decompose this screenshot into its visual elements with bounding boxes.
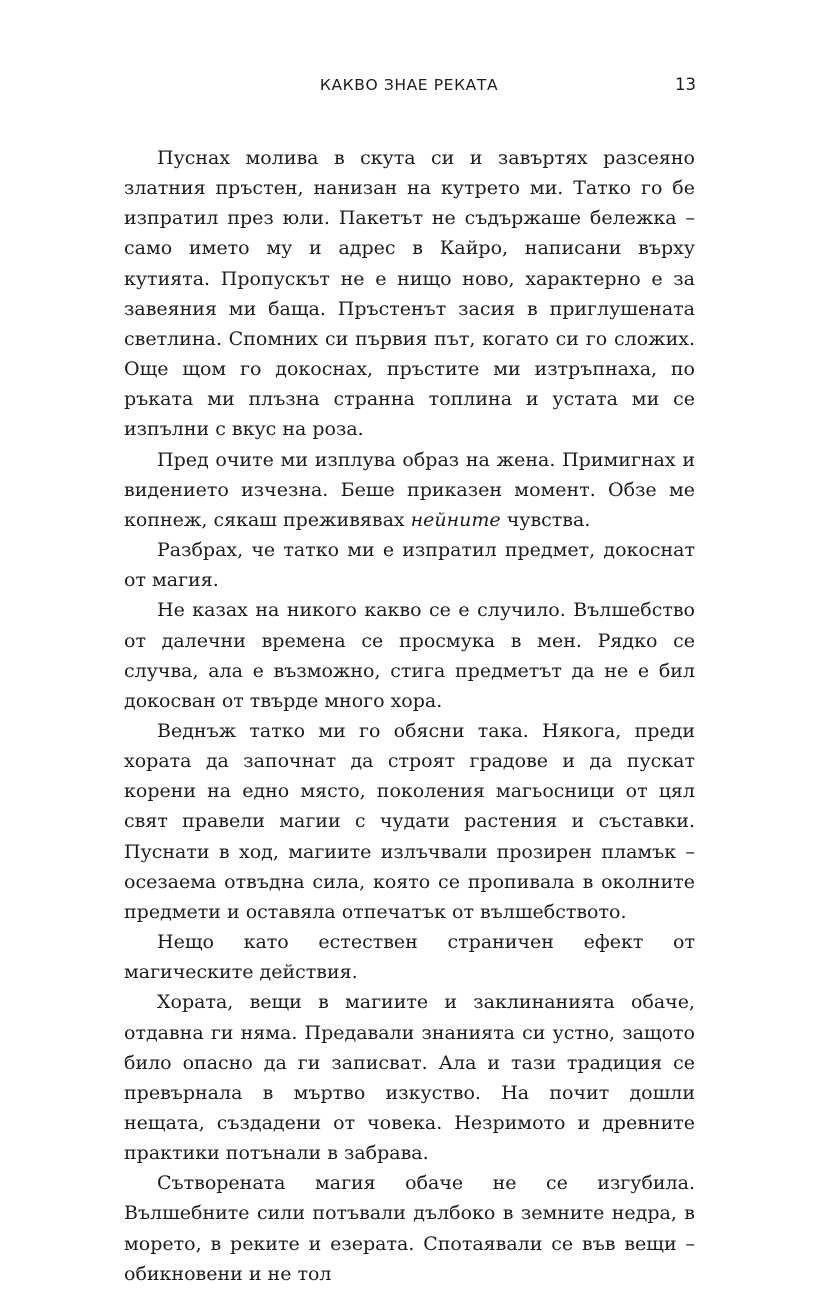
paragraph-text: Не казах на никого какво се е случило. Вълшебство от далечни времена се просмука в мен. Рядко се случва, ала е възможно, стига предметът да не е бил докосван от твърде много хора.	[124, 599, 695, 712]
emphasized-word: нейните	[410, 508, 501, 531]
page-number: 13	[675, 75, 696, 94]
paragraph	[124, 927, 695, 987]
paragraph	[124, 987, 695, 1168]
paragraph-text: Сътворената магия обаче не се изгубила. Вълшебните сили потъвали дълбоко в земните недра, в морето, в реките и езерата. Спотаявали се във вещи – обикновени и не тол	[124, 1172, 695, 1285]
paragraph	[124, 716, 695, 927]
paragraph	[124, 535, 695, 595]
paragraph-text: Хората, вещи в магиите и заклинанията обаче, отдавна ги няма. Предавали знанията си устно, защото било опасно да ги записват. Ала и тази традиция се превърнала в мъртво изкуство. На почит дошли нещата, създадени от човека. Незримото и древните практики потънали в забрава.	[124, 991, 695, 1165]
paragraph-text: чувства.	[500, 508, 591, 531]
paragraph	[124, 445, 695, 535]
paragraph-text: Веднъж татко ми го обясни така. Някога, преди хората да започнат да строят градове и да пускат корени на едно място, поколения магьосници от цял свят правели магии с чудати растения и съставки. Пуснати в ход, магиите излъчвали прозирен пламък – осезаема отвъдна сила, която се пропивала в околните предмети и оставяла отпечатък от вълшебството.	[124, 719, 695, 923]
paragraph	[124, 595, 695, 716]
paragraph	[124, 1168, 695, 1289]
paragraph	[124, 143, 695, 445]
running-title: КАКВО ЗНАЕ РЕКАТА	[319, 76, 499, 94]
paragraph-text: Пред очите ми изплува образ на жена. Примигнах и видението изчезна. Беше приказен момент. Обзе ме копнеж, сякаш преживявах	[124, 448, 695, 531]
paragraph-text: Разбрах, че татко ми е изпратил предмет, докоснат от магия.	[124, 539, 695, 592]
paragraph-text: Пуснах молива в скута си и завъртях разсеяно златния пръстен, нанизан на кутрето ми. Татко го бе изпратил през юли. Пакетът не съдържаше бележка – само името му и адрес в Кайро, написани върху кутията. Пропускът не е нищо ново, характерно е за завеяния ми баща. Пръстенът засия в приглушената светлина. Спомних си първия път, когато си го сложих. Още щом го докоснах, пръстите ми изтръпнаха, по ръката ми плъзна странна топлина и устата ми се изпълни с вкус на роза.	[124, 147, 695, 441]
paragraph-text: Нещо като естествен страничен ефект от магическите действия.	[124, 931, 695, 984]
body-text	[124, 143, 695, 1289]
running-head	[0, 72, 818, 102]
